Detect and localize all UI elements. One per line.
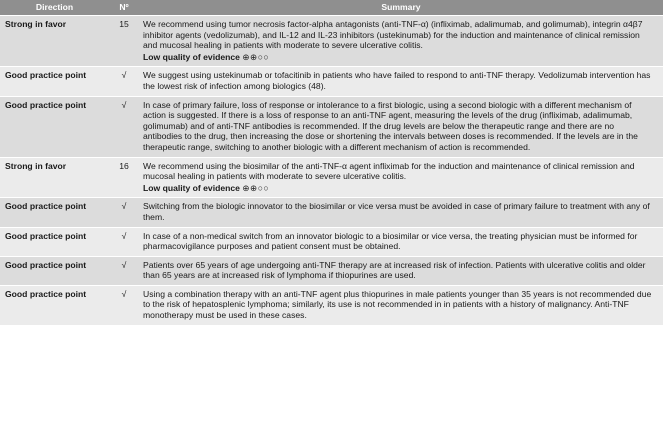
table-row <box>0 67 663 96</box>
header-number: Nº <box>109 0 139 16</box>
table-row <box>0 96 663 157</box>
evidence-line <box>143 52 655 63</box>
row-number: √ <box>109 198 139 227</box>
row-summary: We suggest using ustekinumab or tofacitinib in patients who have failed to respond to anti-TNF therapy. Vedolizumab intervention has the lowest risk of infection among biologics (48). <box>139 67 663 96</box>
header-summary: Summary <box>139 0 663 16</box>
row-number: 15 <box>109 16 139 67</box>
row-direction: Good practice point <box>0 256 109 285</box>
row-direction: Strong in favor <box>0 157 109 198</box>
row-direction: Good practice point <box>0 285 109 325</box>
row-summary <box>139 157 663 198</box>
evidence-line <box>143 183 655 194</box>
evidence-label: Low quality of evidence <box>143 182 240 193</box>
row-summary: Using a combination therapy with an anti-TNF agent plus thiopurines in male patients younger than 35 years is not recommended due to the risk of hepatosplenic lymphoma; similarly, its use is not recommended in in patients with a history of malignancy. Anti-TNF monotherapy must be used in these cases. <box>139 285 663 325</box>
row-number: √ <box>109 285 139 325</box>
table-row <box>0 157 663 198</box>
table-header-row <box>0 0 663 16</box>
header-direction: Direction <box>0 0 109 16</box>
row-number: √ <box>109 227 139 256</box>
table-row <box>0 198 663 227</box>
row-direction: Good practice point <box>0 96 109 157</box>
row-summary: Patients over 65 years of age undergoing anti-TNF therapy are at increased risk of infection. Patients with ulcerative colitis and older than 65 years are at increased risk of lymphoma if thiopurines are used. <box>139 256 663 285</box>
row-summary: In case of primary failure, loss of response or intolerance to a first biologic, using a second biologic with a different mechanism of action is suggested. If there is a loss of response to an anti-TNF agent, measuring the levels of the drug (infliximab, adalimumab, golimumab) and of anti-TNF antibodies is recommended. If the drug levels are below the therapeutic range and there are no antibodies to the drug, then increasing the dose or shortening the intervals between doses is recommended. If the levels are in the therapeutic range, switching to another biologic with a different mechanism of action is recommended. <box>139 96 663 157</box>
row-number: √ <box>109 256 139 285</box>
row-number: 16 <box>109 157 139 198</box>
row-number: √ <box>109 96 139 157</box>
table-row <box>0 256 663 285</box>
row-direction: Good practice point <box>0 67 109 96</box>
row-summary: In case of a non-medical switch from an innovator biologic to a biosimilar or vice versa, the treating physician must be informed for pharmacovigilance purposes and patient consent must be obtained. <box>139 227 663 256</box>
summary-text: We recommend using the biosimilar of the anti-TNF-α agent infliximab for the induction and maintenance of clinical remission and mucosal healing in patients with moderate to severe ulcerative colitis. <box>143 160 635 182</box>
evidence-label: Low quality of evidence <box>143 51 240 62</box>
row-direction: Good practice point <box>0 227 109 256</box>
table-row <box>0 16 663 67</box>
row-direction: Good practice point <box>0 198 109 227</box>
evidence-grade-icon: ⊕⊕○○ <box>242 51 270 62</box>
row-summary <box>139 16 663 67</box>
row-number: √ <box>109 67 139 96</box>
table-row <box>0 227 663 256</box>
evidence-grade-icon: ⊕⊕○○ <box>242 182 270 193</box>
table-row <box>0 285 663 325</box>
row-summary: Switching from the biologic innovator to the biosimilar or vice versa must be avoided in case of primary failure to treatment with any of them. <box>139 198 663 227</box>
row-direction: Strong in favor <box>0 16 109 67</box>
summary-text: We recommend using tumor necrosis factor-alpha antagonists (anti-TNF-α) (infliximab, adalimumab, and golimumab), integrin α4β7 inhibitor agents (vedolizumab), and IL-12 and IL-23 inhibitors (ustekinumab) for the induction and maintenance of clinical remission and mucosal healing in patients with moderate to severe ulcerative colitis. <box>143 19 643 51</box>
